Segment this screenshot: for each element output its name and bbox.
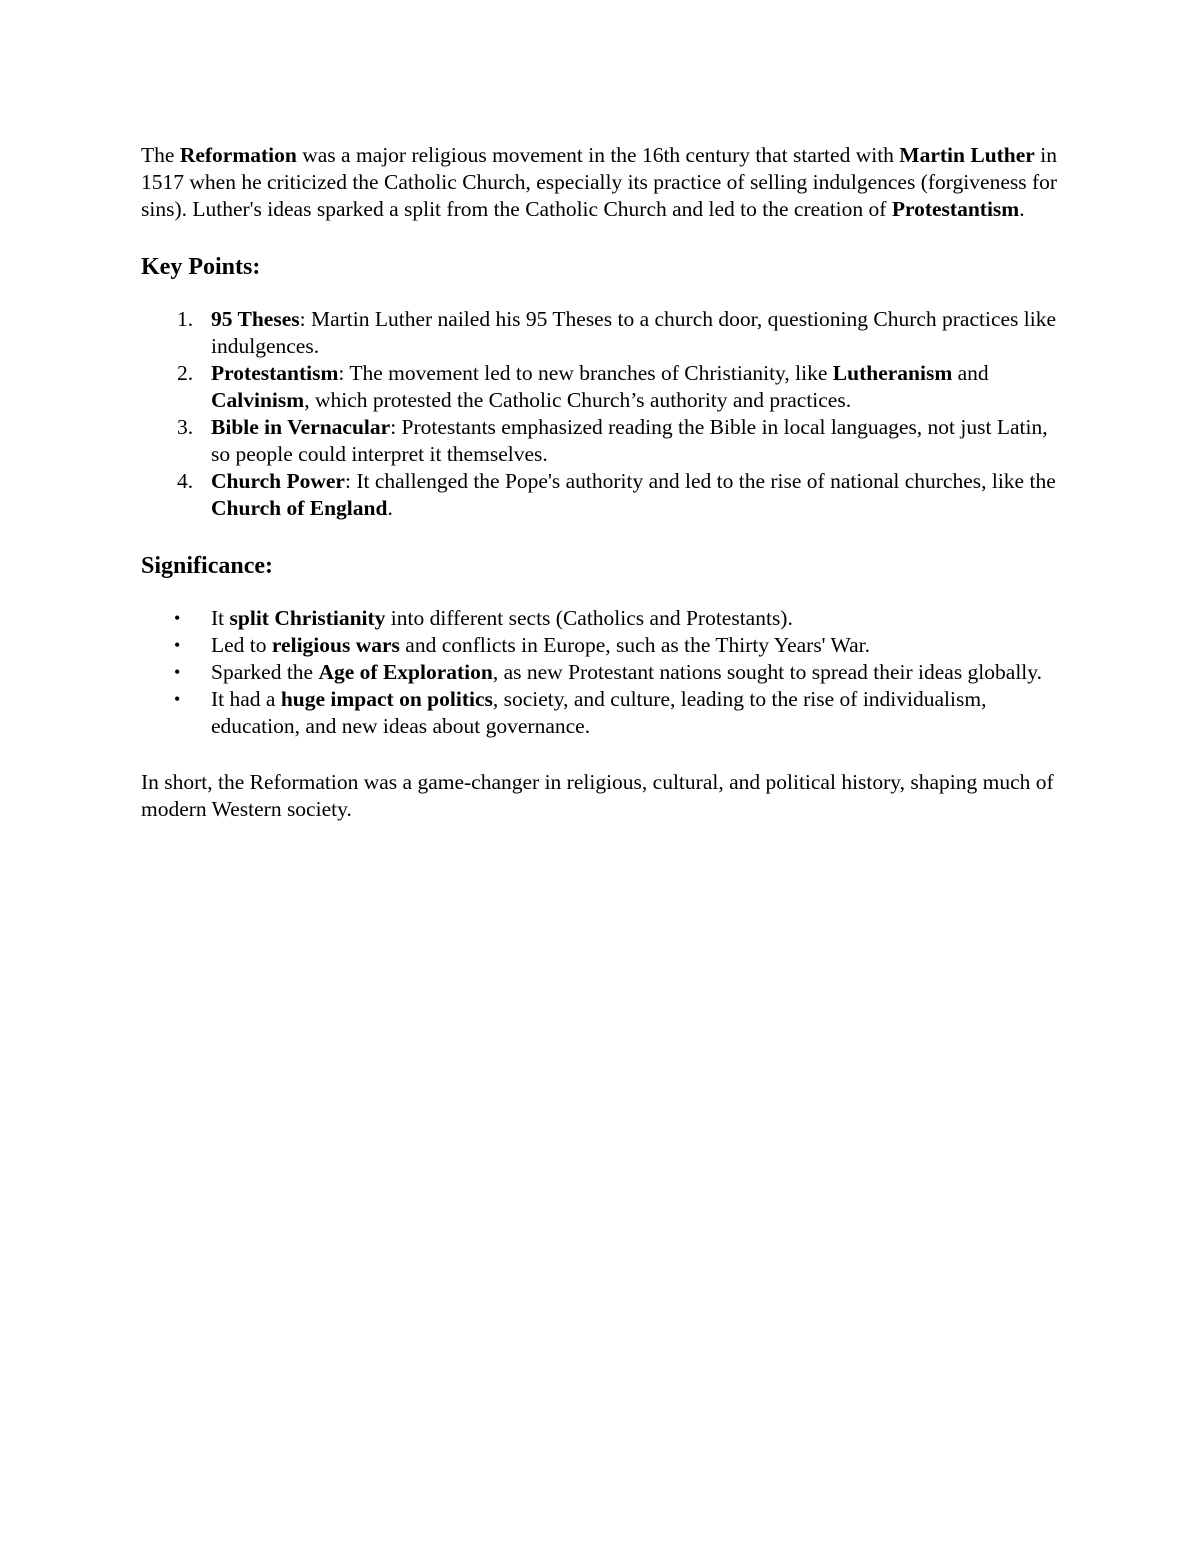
list-item: 3. Bible in Vernacular: Protestants emphasized reading the Bible in local languages, not just Latin, so people could interpret it themselves. — [177, 415, 1048, 466]
key-points-list — [141, 306, 1071, 522]
bold-term: Reformation — [179, 143, 297, 167]
bold-term: Protestantism — [891, 197, 1020, 221]
document-page — [141, 142, 1071, 823]
bold-term: Church of England — [211, 496, 388, 520]
bold-term: Protestantism — [211, 361, 339, 385]
significance-list — [141, 605, 1071, 740]
conclusion-paragraph: In short, the Reformation was a game-changer in religious, cultural, and political history, shaping much of modern Western society. — [141, 770, 1054, 821]
bullet-icon: • — [174, 608, 181, 628]
bold-term: split Christianity — [229, 606, 386, 630]
list-number: 3. — [177, 415, 194, 439]
list-item: 1. 95 Theses: Martin Luther nailed his 95 Theses to a church door, questioning Church practices like indulgences. — [177, 307, 1057, 358]
list-number: 2. — [177, 361, 194, 385]
bullet-icon: • — [174, 689, 181, 709]
list-item: • Sparked the Age of Exploration, as new Protestant nations sought to spread their ideas globally. — [174, 660, 1043, 684]
list-item: • Led to religious wars and conflicts in Europe, such as the Thirty Years' War. — [174, 633, 871, 657]
bold-term: Calvinism — [211, 388, 305, 412]
bold-term: Age of Exploration — [318, 660, 493, 684]
list-item: • It had a huge impact on politics, society, and culture, leading to the rise of individualism, education, and new ideas about governance. — [174, 687, 987, 738]
bold-term: religious wars — [271, 633, 400, 657]
list-item: 4. Church Power: It challenged the Pope's authority and led to the rise of national churches, like the Church of England. — [177, 469, 1056, 520]
list-number: 4. — [177, 469, 194, 493]
list-item: 2. Protestantism: The movement led to new branches of Christianity, like Lutheranism and Calvinism, which protested the Catholic Church’s authority and practices. — [177, 361, 989, 412]
bold-term: huge impact on politics — [280, 687, 493, 711]
bold-term: Lutheranism — [832, 361, 953, 385]
bold-term: Bible in Vernacular — [211, 415, 391, 439]
significance-heading: Significance: — [141, 553, 273, 579]
list-item: • It split Christianity into different sects (Catholics and Protestants). — [174, 606, 793, 630]
intro-paragraph: The Reformation was a major religious movement in the 16th century that started with Martin Luther in 1517 when he criticized the Catholic Church, especially its practice of selling indulgences (forgiveness for sins). Luther's ideas sparked a split from the Catholic Church and led to the creation of Protestantism. — [141, 143, 1058, 221]
bold-term: 95 Theses — [211, 307, 300, 331]
bullet-icon: • — [174, 635, 181, 655]
list-number: 1. — [177, 307, 194, 331]
bold-term: Martin Luther — [899, 143, 1035, 167]
bullet-icon: • — [174, 662, 181, 682]
key-points-heading: Key Points: — [141, 254, 261, 280]
bold-term: Church Power — [211, 469, 345, 493]
